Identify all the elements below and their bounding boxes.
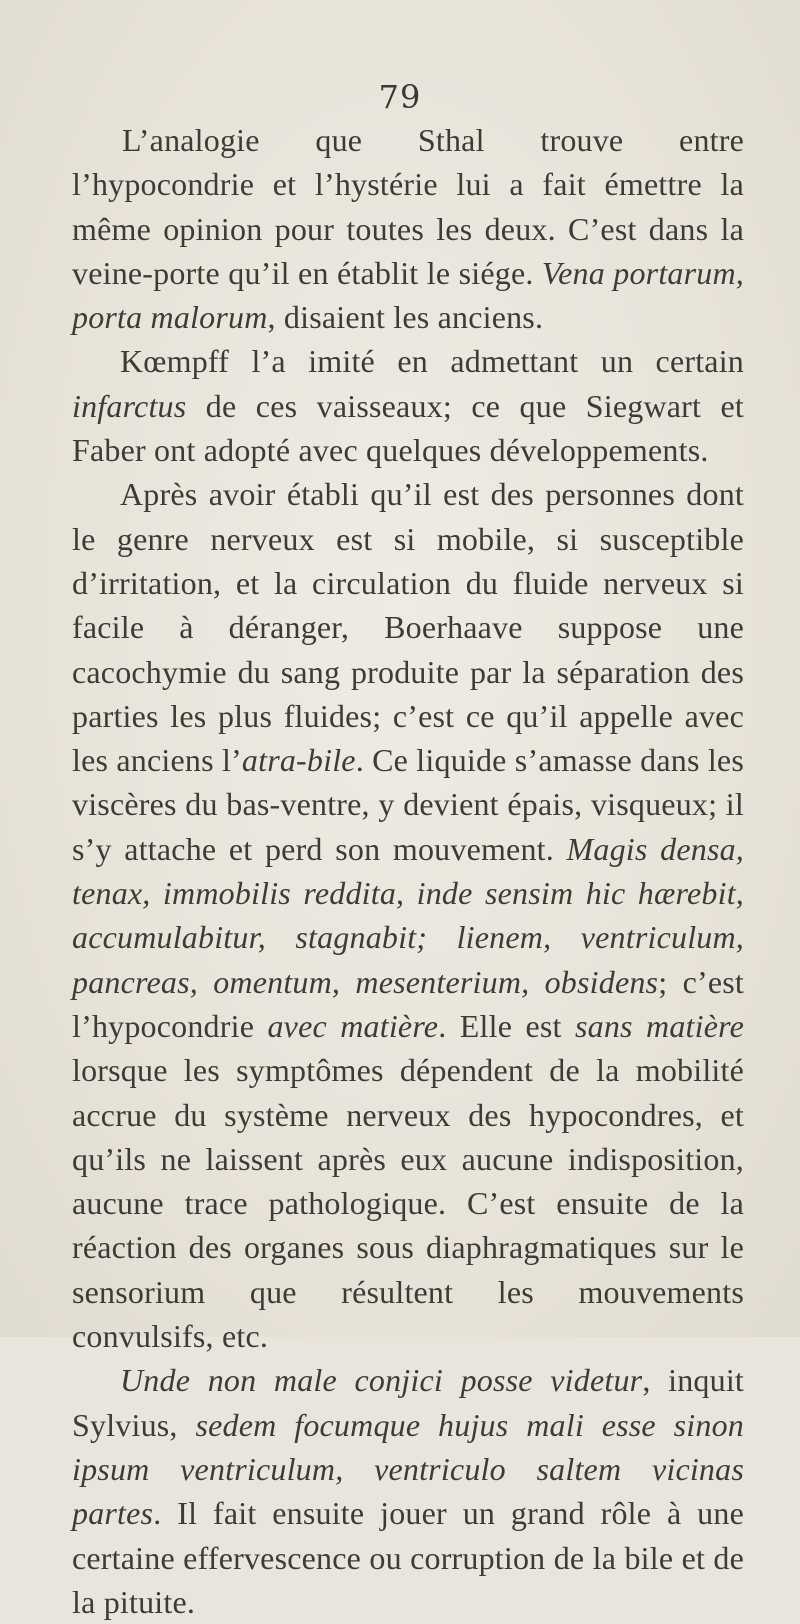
text-segment: ; c’est l’hypocondrie [72, 963, 745, 1044]
text-segment: de ces vaisseaux; ce que Siegwart et Faber ont adopté avec quelques développements. [72, 387, 744, 469]
italic-text: infarctus [72, 387, 187, 424]
italic-text: Magis densa, tenax, immobilis reddita, inde sensim hic hærebit, accumulabitur, stagnabit; lienem, ventriculum, pancreas, omentum, mesenterium, obsidens [72, 830, 744, 1000]
paragraph [72, 472, 744, 1358]
paragraph [72, 118, 744, 339]
body-text [72, 118, 744, 1624]
italic-text: sedem focumque hujus mali esse sinon ipsum ventriculum, ventriculo saltem vicinas partes [72, 1406, 744, 1532]
text-segment: lorsque les symptômes dépendent de la mobilité accrue du système nerveux des hypocondres, et qu’ils ne laissent après eux aucune indisposition, aucune trace pathologique. C’est ensuite de la réaction des organes sous diaphragmatiques sur le sensorium que résultent les mouvements convulsifs, etc. [72, 1052, 744, 1355]
italic-text: Vena portarum, porta malorum [72, 254, 744, 336]
italic-text: atra-bile [241, 742, 356, 779]
text-segment: . Elle est [438, 1007, 575, 1044]
text-segment: , inquit Sylvius, [72, 1362, 744, 1443]
text-segment: . Il fait ensuite jouer un grand rôle à une certaine effervescence ou corruption de la bile et de la pituite. [72, 1495, 744, 1620]
italic-text: sans matière [574, 1007, 744, 1044]
text-segment: . Ce liquide s’amasse dans les viscères du bas-ventre, y devient épais, visqueux; il s’y attache et perd son mouvement. [72, 742, 744, 867]
italic-text: Unde non male conjici posse videtur [120, 1362, 643, 1399]
paragraph [72, 339, 744, 472]
text-segment: Kœmpff l’a imité en admettant un certain [120, 343, 744, 380]
text-segment: Après avoir établi qu’il est des personnes dont le genre nerveux est si mobile, si susceptible d’irritation, et la circulation du fluide nerveux si facile à déranger, Boerhaave suppose une cacochymie du sang produite par la séparation des parties les plus fluides; c’est ce qu’il appelle avec les anciens l’ [72, 476, 744, 779]
page-number: 79 [378, 78, 422, 116]
paragraph [72, 1358, 744, 1624]
text-segment: , disaient les anciens. [267, 299, 544, 336]
text-segment: L’analogie que Sthal trouve entre l’hypocondrie et l’hystérie lui a fait émettre la même opinion pour toutes les deux. C’est dans la veine-porte qu’il en établit le siége. [72, 122, 744, 291]
italic-text: avec matière [267, 1007, 439, 1044]
